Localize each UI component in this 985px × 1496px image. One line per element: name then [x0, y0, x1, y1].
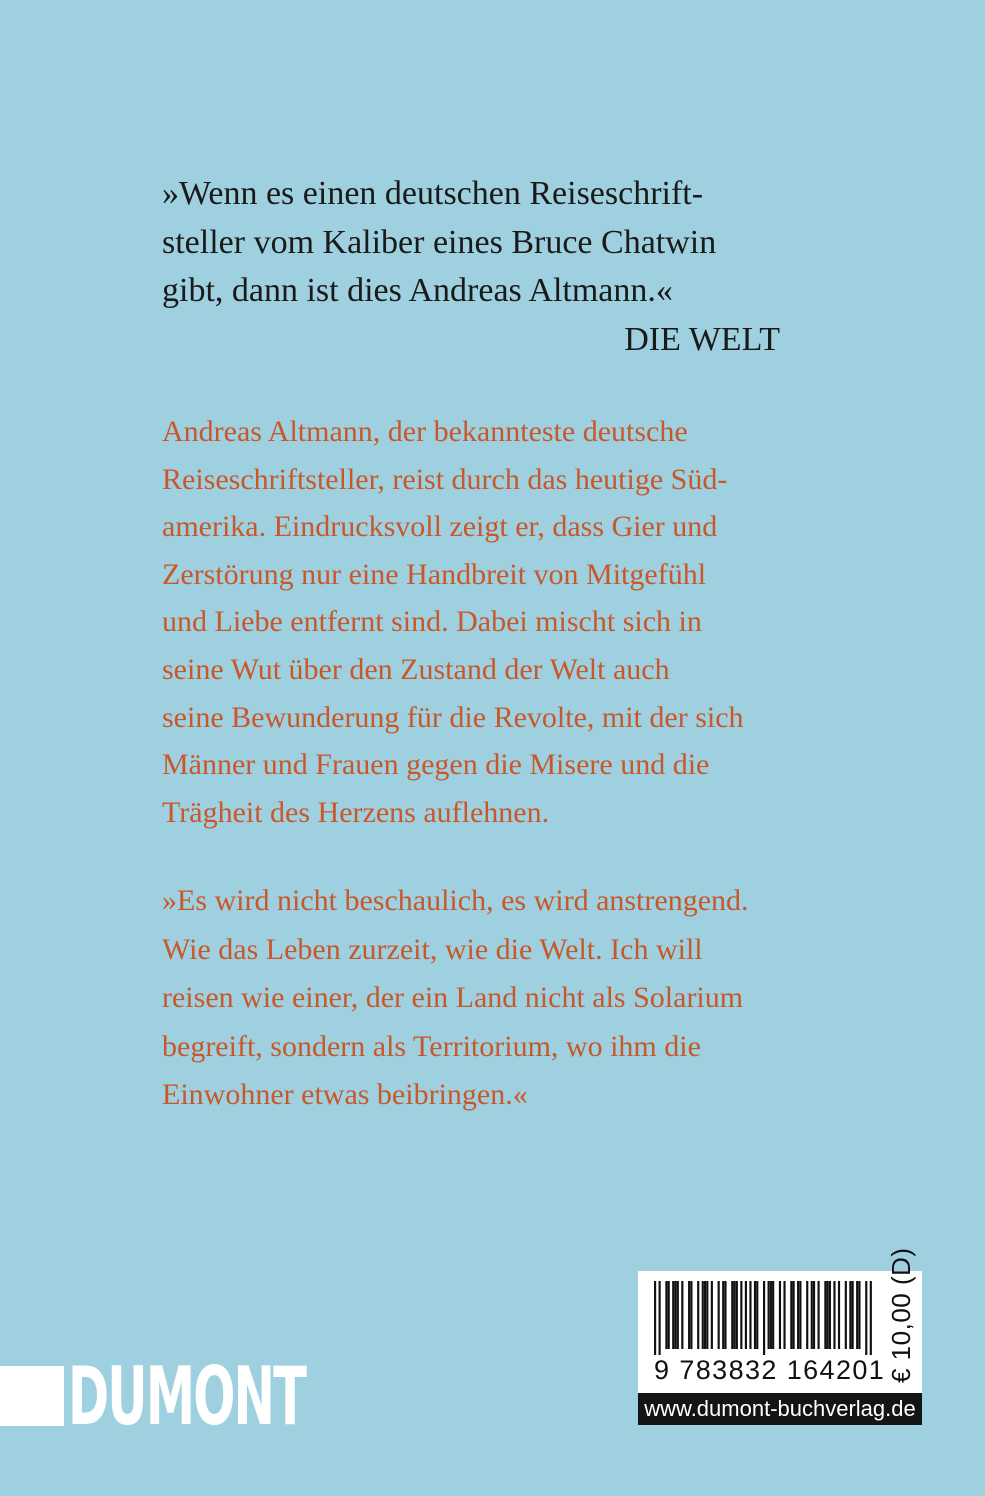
website-bar	[638, 1393, 922, 1425]
author-quote-line: reisen wie einer, der ein Land nicht als Solarium	[162, 981, 744, 1014]
barcode-panel	[638, 1247, 922, 1393]
description-line: Zerstörung nur eine Handbreit von Mitgefühl	[162, 557, 707, 591]
publisher-logo: DUMONT	[68, 1350, 306, 1443]
press-quote	[162, 170, 802, 364]
author-quote-line: Einwohner etwas beibringen.«	[162, 1078, 528, 1111]
press-quote-line: gibt, dann ist dies Andreas Altmann.«	[162, 272, 673, 309]
barcode-icon	[654, 1281, 872, 1355]
price-label: € 10,00 (D)	[886, 1247, 916, 1383]
author-quote-line: Wie das Leben zurzeit, wie die Welt. Ich will	[162, 932, 703, 966]
description-line: Männer und Frauen gegen die Misere und die	[162, 748, 710, 782]
description-line: seine Bewunderung für die Revolte, mit der sich	[162, 700, 744, 734]
publisher-website: www.dumont-buchverlag.de	[644, 1396, 916, 1421]
publisher-logo-bar	[0, 1366, 64, 1426]
author-quote	[162, 877, 802, 1120]
isbn-number: 9 783832 164201	[654, 1355, 886, 1385]
press-quote-source: DIE WELT	[624, 320, 780, 358]
description-line: seine Wut über den Zustand der Welt auch	[162, 652, 670, 686]
description-line: Reiseschriftsteller, reist durch das heutige Süd-	[162, 462, 728, 496]
author-quote-line: begreift, sondern als Territorium, wo ihm die	[162, 1029, 701, 1063]
press-quote-line: steller vom Kaliber eines Bruce Chatwin	[162, 223, 717, 261]
description-line: und Liebe entfernt sind. Dabei mischt sich in	[162, 605, 702, 639]
book-description	[162, 408, 802, 836]
description-line: amerika. Eindrucksvoll zeigt er, dass Gier und	[162, 510, 718, 544]
press-quote-line: »Wenn es einen deutschen Reiseschrift-	[162, 175, 704, 212]
description-line: Andreas Altmann, der bekannteste deutsche	[162, 415, 688, 448]
description-line: Trägheit des Herzens auflehnen.	[162, 795, 550, 829]
author-quote-line: »Es wird nicht beschaulich, es wird anstrengend.	[162, 884, 749, 917]
